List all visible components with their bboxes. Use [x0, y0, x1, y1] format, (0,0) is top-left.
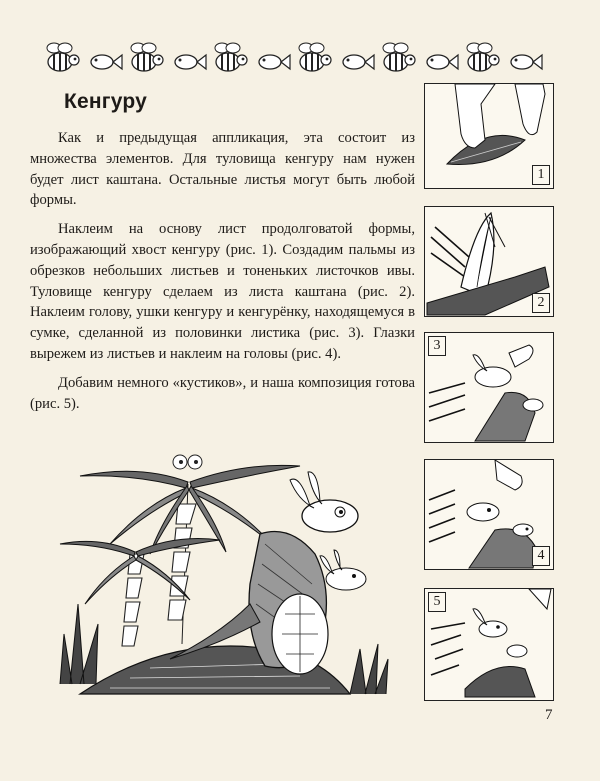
fish-icon: [91, 55, 122, 69]
bee-icon: [47, 43, 79, 71]
step-number: 1: [532, 165, 550, 185]
instructions-text: [30, 128, 415, 422]
decorative-border: [40, 38, 548, 82]
step-panel-4: [424, 459, 554, 570]
paragraph: Наклеим на основу лист продолговатой формы, изображающий хвост кенгуру (рис. 1). Создадим пальмы из обрезков небольших листьев и тоненьких листочков ивы. Туловище кенгуру сделаем из листа каштана (рис. 2). Наклеим голову, ушки кенгуру и кенгурёнку, находящемуся в сумке, сделанной из половинки листика (рис. 3). Глазки вырежем из листьев и наклеим на головы (рис. 4).: [30, 221, 415, 362]
step-panel-2: [424, 206, 554, 317]
kangaroo-collage-illustration: [50, 444, 395, 706]
paragraph: Как и предыдущая аппликация, эта состоит из множества элементов. Для туловища кенгуру нам нужен будет лист каштана. Остальные листья могут быть любой формы.: [30, 130, 415, 209]
step-panel-3: [424, 332, 554, 443]
step-panel-1: [424, 83, 554, 189]
paragraph: Добавим немного «кустиков», и наша композиция готова (рис. 5).: [30, 374, 415, 412]
step-number: 5: [428, 592, 446, 612]
step-number: 4: [532, 546, 550, 566]
step-panel-5: [424, 588, 554, 701]
small-palm-tree: [60, 539, 220, 647]
step-number: 2: [532, 293, 550, 313]
section-title: Кенгуру: [64, 90, 147, 113]
page-number: 7: [545, 707, 553, 723]
step-number: 3: [428, 336, 446, 356]
